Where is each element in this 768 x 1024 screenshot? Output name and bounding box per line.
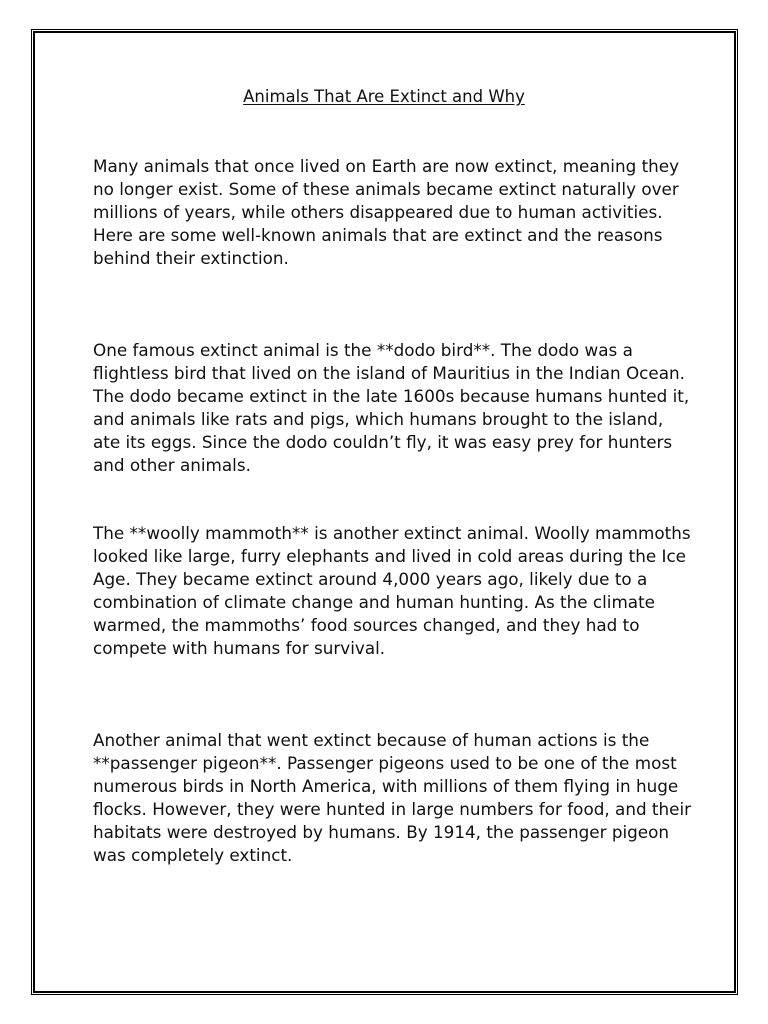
paragraph-passenger-pigeon: Another animal that went extinct because of human actions is the **passenger pigeon**. Passenger pigeons used to be one of the most numerous birds in North America, with millions of them flying in huge flocks. However, they were hunted in large numbers for food, and their habitats were destroyed by humans. By 1914, the passenger pigeon was completely extinct. <box>93 730 692 865</box>
paragraph-dodo: One famous extinct animal is the **dodo bird**. The dodo was a flightless bird that lived on the island of Mauritius in the Indian Ocean. The dodo became extinct in the late 1600s because humans hunted it, and animals like rats and pigs, which humans brought to the island, ate its eggs. Since the dodo couldn’t fly, it was easy prey for hunters and other animals. <box>93 340 690 475</box>
document-title: Animals That Are Extinct and Why <box>243 87 525 106</box>
paragraph-woolly-mammoth: The **woolly mammoth** is another extinct animal. Woolly mammoths looked like large, furry elephants and lived in cold areas during the Ice Age. They became extinct around 4,000 years ago, likely due to a combination of climate change and human hunting. As the climate warmed, the mammoths’ food sources changed, and they had to compete with humans for survival. <box>93 523 691 658</box>
paragraph-intro: Many animals that once lived on Earth are now extinct, meaning they no longer exist. Some of these animals became extinct naturally over millions of years, while others disappeared due to human activities. Here are some well-known animals that are extinct and the reasons behind their extinction. <box>93 156 680 268</box>
